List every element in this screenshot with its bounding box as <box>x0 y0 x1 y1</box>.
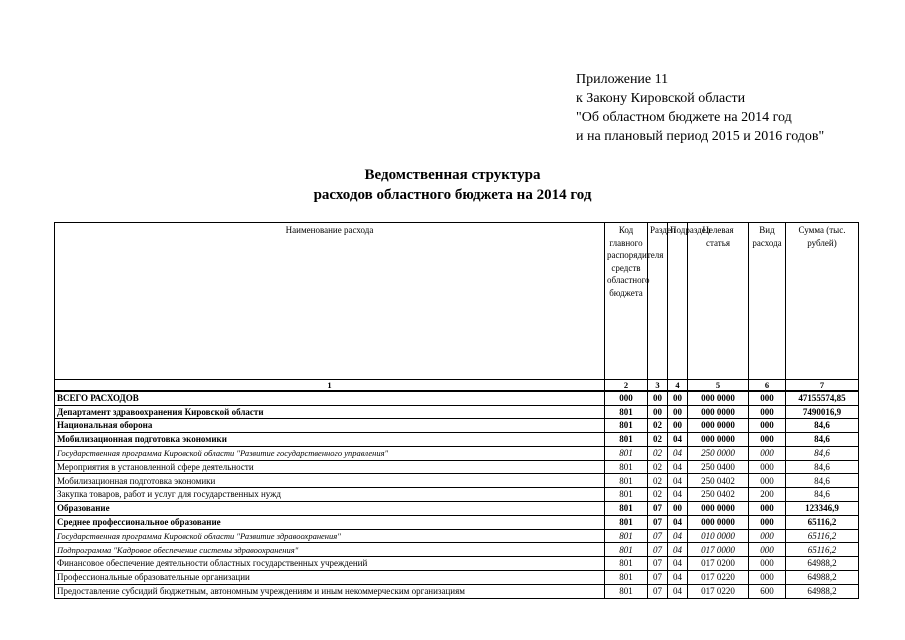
amount-cell: 64988,2 <box>786 571 859 585</box>
target-article-cell: 250 0402 <box>688 488 749 502</box>
expense-type-cell: 000 <box>749 446 786 460</box>
table-row <box>55 433 859 447</box>
subsection-code-cell: 00 <box>668 391 688 405</box>
table-row <box>55 584 859 598</box>
expense-type-cell: 000 <box>749 433 786 447</box>
target-article-cell: 017 0000 <box>688 543 749 557</box>
expense-name-cell: Департамент здравоохранения Кировской области <box>55 405 605 419</box>
column-header: Код главного распорядителя средств областного бюджета <box>605 223 648 380</box>
expense-type-cell: 000 <box>749 419 786 433</box>
subsection-code-cell: 00 <box>668 405 688 419</box>
table-row <box>55 446 859 460</box>
amount-cell: 84,6 <box>786 419 859 433</box>
table-row <box>55 571 859 585</box>
expense-name-cell: Государственная программа Кировской области "Развитие государственного управления" <box>55 446 605 460</box>
admin-code-cell: 801 <box>605 557 648 571</box>
subsection-code-cell: 04 <box>668 474 688 488</box>
annex-line: "Об областном бюджете на 2014 год <box>576 110 792 125</box>
admin-code-cell: 801 <box>605 502 648 516</box>
annex-line: к Закону Кировской области <box>576 91 746 106</box>
target-article-cell: 250 0400 <box>688 460 749 474</box>
table-row <box>55 515 859 529</box>
annex-line: и на плановый период 2015 и 2016 годов" <box>576 129 825 144</box>
subsection-code-cell: 04 <box>668 529 688 543</box>
column-number: 7 <box>786 380 859 392</box>
table-row <box>55 543 859 557</box>
expense-name-cell: Мобилизационная подготовка экономики <box>55 433 605 447</box>
amount-cell: 84,6 <box>786 474 859 488</box>
section-code-cell: 07 <box>648 571 668 585</box>
subsection-code-cell: 04 <box>668 433 688 447</box>
admin-code-cell: 801 <box>605 474 648 488</box>
title-line: Ведомственная структура <box>364 167 541 183</box>
subsection-code-cell: 04 <box>668 557 688 571</box>
admin-code-cell: 000 <box>605 391 648 405</box>
expense-name-cell: Мероприятия в установленной сфере деятельности <box>55 460 605 474</box>
subsection-code-cell: 04 <box>668 460 688 474</box>
admin-code-cell: 801 <box>605 419 648 433</box>
amount-cell: 84,6 <box>786 488 859 502</box>
target-article-cell: 000 0000 <box>688 515 749 529</box>
expense-type-cell: 200 <box>749 488 786 502</box>
subsection-code-cell: 04 <box>668 488 688 502</box>
expense-name-cell: ВСЕГО РАСХОДОВ <box>55 391 605 405</box>
table-row <box>55 391 859 405</box>
admin-code-cell: 801 <box>605 584 648 598</box>
expense-type-cell: 000 <box>749 529 786 543</box>
document-title <box>0 165 905 205</box>
expense-name-cell: Профессиональные образовательные организации <box>55 571 605 585</box>
admin-code-cell: 801 <box>605 515 648 529</box>
target-article-cell: 017 0220 <box>688 571 749 585</box>
subsection-code-cell: 04 <box>668 543 688 557</box>
expense-type-cell: 000 <box>749 502 786 516</box>
expense-type-cell: 000 <box>749 571 786 585</box>
section-code-cell: 00 <box>648 391 668 405</box>
target-article-cell: 017 0220 <box>688 584 749 598</box>
subsection-code-cell: 04 <box>668 571 688 585</box>
target-article-cell: 250 0402 <box>688 474 749 488</box>
title-line: расходов областного бюджета на 2014 год <box>313 187 592 203</box>
amount-cell: 84,6 <box>786 433 859 447</box>
table-row <box>55 419 859 433</box>
amount-cell: 64988,2 <box>786 557 859 571</box>
expense-name-cell: Мобилизационная подготовка экономики <box>55 474 605 488</box>
table-row <box>55 557 859 571</box>
table-row <box>55 474 859 488</box>
column-header: Подраздел <box>668 223 688 380</box>
expense-name-cell: Предоставление субсидий бюджетным, автономным учреждениям и иным некоммерческим организациям <box>55 584 605 598</box>
amount-cell: 65116,2 <box>786 515 859 529</box>
target-article-cell: 000 0000 <box>688 502 749 516</box>
expense-name-cell: Среднее профессиональное образование <box>55 515 605 529</box>
column-number: 3 <box>648 380 668 392</box>
target-article-cell: 017 0200 <box>688 557 749 571</box>
expense-name-cell: Образование <box>55 502 605 516</box>
expense-name-cell: Национальная оборона <box>55 419 605 433</box>
admin-code-cell: 801 <box>605 433 648 447</box>
table-body <box>55 391 859 598</box>
table-row <box>55 529 859 543</box>
section-code-cell: 07 <box>648 515 668 529</box>
table-header-row <box>55 223 859 380</box>
admin-code-cell: 801 <box>605 529 648 543</box>
subsection-code-cell: 04 <box>668 515 688 529</box>
expense-type-cell: 000 <box>749 557 786 571</box>
expense-name-cell: Закупка товаров, работ и услуг для государственных нужд <box>55 488 605 502</box>
amount-cell: 65116,2 <box>786 543 859 557</box>
subsection-code-cell: 00 <box>668 419 688 433</box>
subsection-code-cell: 00 <box>668 502 688 516</box>
section-code-cell: 07 <box>648 529 668 543</box>
section-code-cell: 02 <box>648 419 668 433</box>
expense-type-cell: 000 <box>749 543 786 557</box>
section-code-cell: 02 <box>648 433 668 447</box>
target-article-cell: 000 0000 <box>688 419 749 433</box>
column-header: Раздел <box>648 223 668 380</box>
subsection-code-cell: 04 <box>668 446 688 460</box>
expense-type-cell: 000 <box>749 405 786 419</box>
expense-name-cell: Финансовое обеспечение деятельности областных государственных учреждений <box>55 557 605 571</box>
admin-code-cell: 801 <box>605 460 648 474</box>
section-code-cell: 02 <box>648 474 668 488</box>
amount-cell: 47155574,85 <box>786 391 859 405</box>
admin-code-cell: 801 <box>605 405 648 419</box>
table-row <box>55 502 859 516</box>
expenditure-table <box>54 222 859 599</box>
amount-cell: 84,6 <box>786 460 859 474</box>
section-code-cell: 02 <box>648 460 668 474</box>
annex-line: Приложение 11 <box>576 72 669 87</box>
amount-cell: 65116,2 <box>786 529 859 543</box>
column-number-row <box>55 380 859 392</box>
column-header: Сумма (тыс. рублей) <box>786 223 859 380</box>
amount-cell: 64988,2 <box>786 584 859 598</box>
section-code-cell: 07 <box>648 502 668 516</box>
section-code-cell: 02 <box>648 488 668 502</box>
amount-cell: 7490016,9 <box>786 405 859 419</box>
expense-name-cell: Подпрограмма "Кадровое обеспечение системы здравоохранения" <box>55 543 605 557</box>
expense-type-cell: 600 <box>749 584 786 598</box>
table-row <box>55 488 859 502</box>
expense-type-cell: 000 <box>749 515 786 529</box>
target-article-cell: 000 0000 <box>688 391 749 405</box>
section-code-cell: 07 <box>648 584 668 598</box>
target-article-cell: 000 0000 <box>688 433 749 447</box>
column-number: 2 <box>605 380 648 392</box>
expense-type-cell: 000 <box>749 391 786 405</box>
admin-code-cell: 801 <box>605 446 648 460</box>
expense-name-cell: Государственная программа Кировской области "Развитие здравоохранения" <box>55 529 605 543</box>
expense-type-cell: 000 <box>749 460 786 474</box>
section-code-cell: 07 <box>648 543 668 557</box>
amount-cell: 84,6 <box>786 446 859 460</box>
target-article-cell: 250 0000 <box>688 446 749 460</box>
column-header: Целевая статья <box>688 223 749 380</box>
amount-cell: 123346,9 <box>786 502 859 516</box>
target-article-cell: 000 0000 <box>688 405 749 419</box>
expense-type-cell: 000 <box>749 474 786 488</box>
table-row <box>55 405 859 419</box>
admin-code-cell: 801 <box>605 488 648 502</box>
annex-block <box>576 70 824 146</box>
subsection-code-cell: 04 <box>668 584 688 598</box>
column-header: Наименование расхода <box>55 223 605 380</box>
table-row <box>55 460 859 474</box>
section-code-cell: 02 <box>648 446 668 460</box>
target-article-cell: 010 0000 <box>688 529 749 543</box>
column-header: Вид расхода <box>749 223 786 380</box>
admin-code-cell: 801 <box>605 543 648 557</box>
admin-code-cell: 801 <box>605 571 648 585</box>
column-number: 1 <box>55 380 605 392</box>
section-code-cell: 07 <box>648 557 668 571</box>
section-code-cell: 00 <box>648 405 668 419</box>
column-number: 4 <box>668 380 688 392</box>
column-number: 5 <box>688 380 749 392</box>
column-number: 6 <box>749 380 786 392</box>
